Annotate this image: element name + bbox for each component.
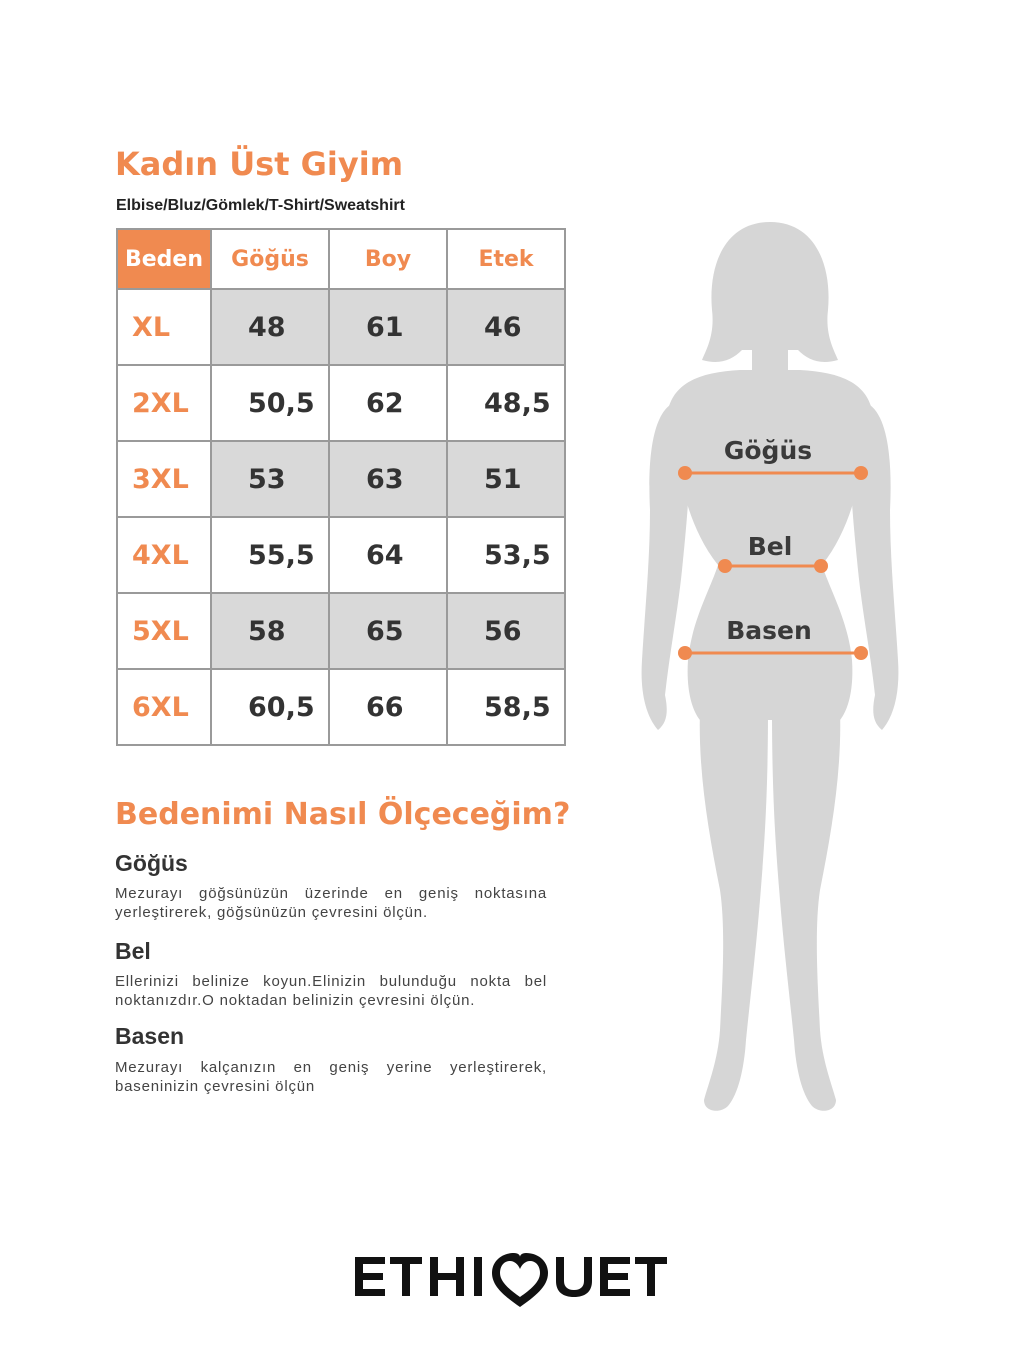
female-body-silhouette-icon xyxy=(620,210,920,1120)
page-title: Kadın Üst Giyim xyxy=(115,145,404,183)
gogus-heading: Göğüs xyxy=(115,850,188,876)
bel-label: Bel xyxy=(747,532,793,561)
boy-cell: 62 xyxy=(329,365,447,441)
etek-cell: 48,5 xyxy=(447,365,565,441)
brand-logo xyxy=(0,1245,1020,1319)
header-gogus: Göğüs xyxy=(211,229,329,289)
boy-cell: 66 xyxy=(329,669,447,745)
gogus-label: Göğüs xyxy=(723,436,813,465)
boy-cell: 64 xyxy=(329,517,447,593)
how-to-measure-title: Bedenimi Nasıl Ölçeceğim? xyxy=(115,797,571,832)
table-row xyxy=(117,593,565,669)
gogus-cell: 50,5 xyxy=(211,365,329,441)
size-cell: 2XL xyxy=(117,365,211,441)
header-boy: Boy xyxy=(329,229,447,289)
boy-cell: 63 xyxy=(329,441,447,517)
basen-instructions: Mezurayı kalçanızın en geniş yerine yerleştirerek, baseninizin çevresini ölçün xyxy=(115,1059,547,1095)
etek-cell: 46 xyxy=(447,289,565,365)
table-row xyxy=(117,365,565,441)
header-beden: Beden xyxy=(117,229,211,289)
gogus-instructions: Mezurayı göğsünüzün üzerinde en geniş noktasına yerleştirerek, göğsünüzün çevresini ölçün. xyxy=(115,885,547,921)
size-cell: 6XL xyxy=(117,669,211,745)
silhouette-shape xyxy=(642,222,899,1111)
etek-cell: 56 xyxy=(447,593,565,669)
table-header-row xyxy=(117,229,565,289)
bel-heading: Bel xyxy=(115,938,151,964)
page-subtitle: Elbise/Bluz/Gömlek/T-Shirt/Sweatshirt xyxy=(116,197,405,214)
etek-cell: 58,5 xyxy=(447,669,565,745)
boy-cell: 65 xyxy=(329,593,447,669)
etek-cell: 53,5 xyxy=(447,517,565,593)
gogus-cell: 48 xyxy=(211,289,329,365)
size-cell: 3XL xyxy=(117,441,211,517)
table-row xyxy=(117,669,565,745)
basen-heading: Basen xyxy=(115,1023,185,1049)
gogus-cell: 53 xyxy=(211,441,329,517)
size-table xyxy=(116,228,566,746)
gogus-cell: 55,5 xyxy=(211,517,329,593)
header-etek: Etek xyxy=(447,229,565,289)
etek-cell: 51 xyxy=(447,441,565,517)
boy-cell: 61 xyxy=(329,289,447,365)
size-cell: 5XL xyxy=(117,593,211,669)
size-cell: 4XL xyxy=(117,517,211,593)
body-figure xyxy=(620,210,920,1124)
ethiquet-heart-logo-icon xyxy=(350,1245,670,1315)
table-row xyxy=(117,441,565,517)
size-cell: XL xyxy=(117,289,211,365)
table-row xyxy=(117,517,565,593)
basen-label: Basen xyxy=(726,616,812,645)
bel-instructions: Ellerinizi belinize koyun.Elinizin bulunduğu nokta bel noktanızdır.O noktadan belinizin çevresini ölçün. xyxy=(115,973,547,1009)
gogus-cell: 60,5 xyxy=(211,669,329,745)
table-row xyxy=(117,289,565,365)
gogus-cell: 58 xyxy=(211,593,329,669)
